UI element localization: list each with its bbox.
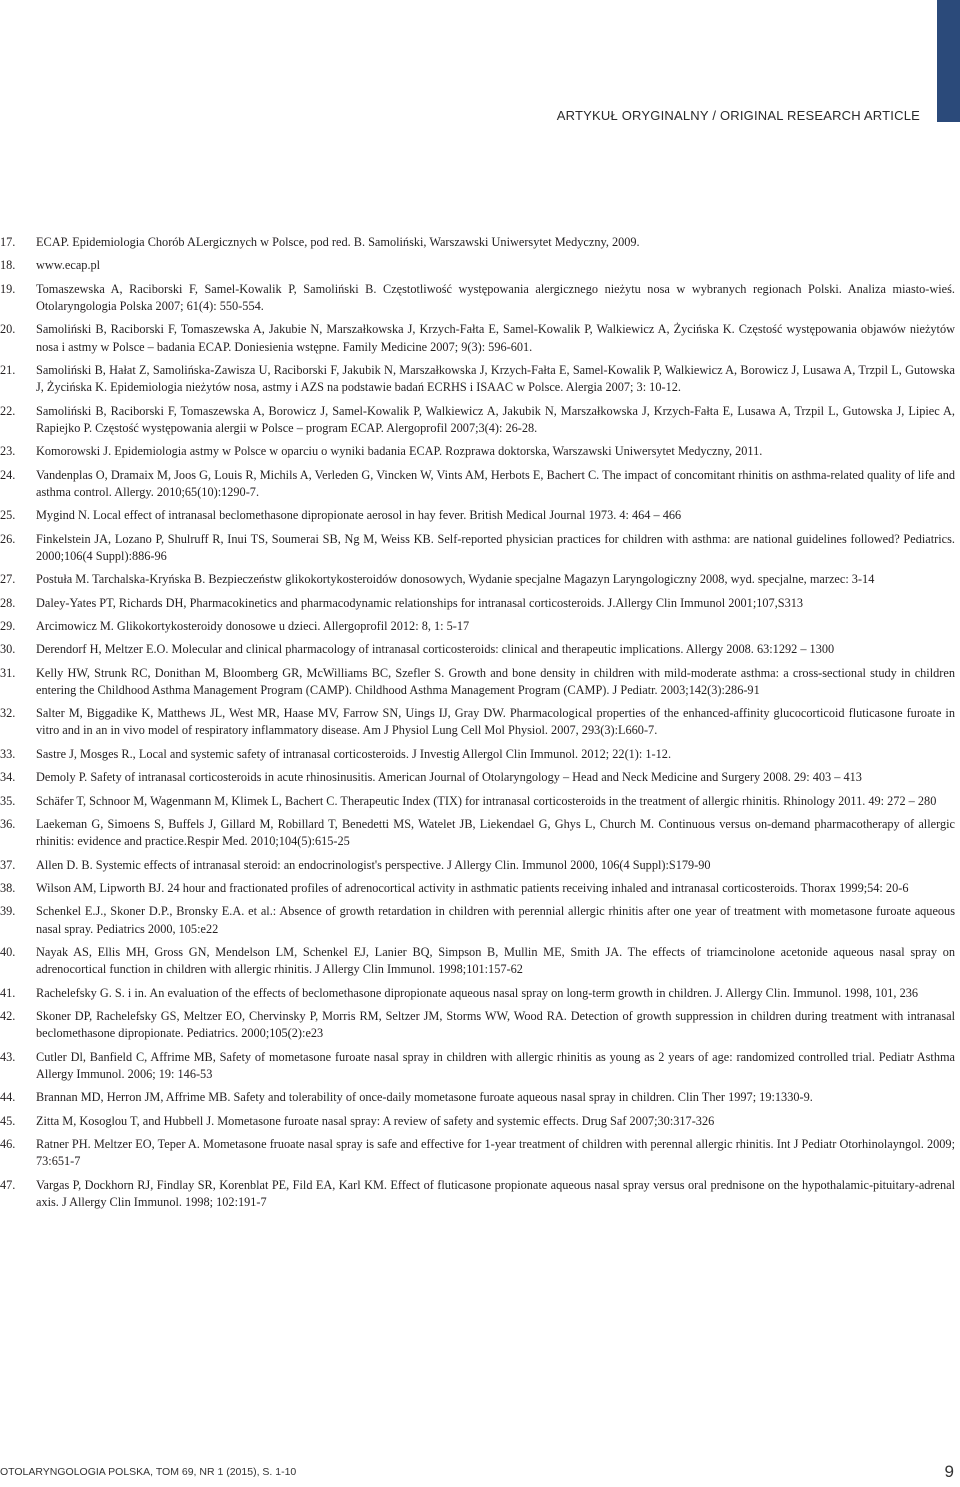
reference-item	[0, 985, 960, 1002]
reference-number: 38.	[0, 881, 16, 896]
reference-number: 36.	[0, 817, 16, 832]
reference-number: 27.	[0, 572, 16, 587]
reference-number: 20.	[0, 322, 16, 337]
reference-number: 17.	[0, 235, 16, 249]
reference-text: Vandenplas O, Dramaix M, Joos G, Louis R, Michils A, Verleden G, Vincken W, Vints AM, Herbots E, Bachert C. The impact of concomitant rhinitis on asthma-related quality of life and asthma control. Allergy. 2010;65(10):1290-7.	[36, 467, 955, 499]
reference-item	[0, 1089, 960, 1106]
reference-text: Skoner DP, Rachelefsky GS, Meltzer EO, Chervinsky P, Morris RM, Seltzer JM, Storms WW, Wood RA. Detection of growth suppression in children during treatment with intranasal beclomethasone dipropionate. Pediatrics. 2000;105(2):e23	[36, 1009, 955, 1041]
reference-item	[0, 769, 960, 786]
reference-number: 37.	[0, 857, 16, 872]
reference-text: Laekeman G, Simoens S, Buffels J, Gillard M, Robillard T, Benedetti MS, Watelet JB, Liekendael G, Ghys L, Church M. Continuous versus on-demand pharmacotherapy of allergic rhinitis: evidence and practice.Respir Med. 2010;104(5):615-25	[36, 817, 955, 849]
reference-item	[0, 816, 960, 850]
reference-item	[0, 746, 960, 763]
reference-text: Samoliński B, Hałat Z, Samolińska-Zawisza U, Raciborski F, Jakubik N, Marszałkowska J, Krzych-Fałta E, Samel-Kowalik P, Walkiewicz A, Borowicz J, Lusawa A, Trzpil L, Gutowska J, Życińska K. Epidemiologia nieżytów nosa, astmy i AZS na podstawie badań ECRHS i ISAAC w Polsce. Alergia 2007; 3: 10-12.	[36, 362, 955, 395]
reference-text: Wilson AM, Lipworth BJ. 24 hour and fractionated profiles of adrenocortical activity in asthmatic patients receiving inhaled and intranasal corticosteroids. Thorax 1999;54: 20-6	[36, 881, 909, 896]
reference-item	[0, 903, 960, 937]
reference-item	[0, 618, 960, 635]
reference-item	[0, 234, 960, 251]
page-number: 9	[944, 1462, 954, 1481]
reference-number: 40.	[0, 945, 16, 960]
reference-item	[0, 403, 960, 437]
reference-item	[0, 571, 960, 588]
reference-number: 19.	[0, 281, 16, 296]
reference-item	[0, 793, 960, 810]
reference-number: 42.	[0, 1009, 16, 1023]
reference-item	[0, 705, 960, 739]
reference-text: Derendorf H, Meltzer E.O. Molecular and clinical pharmacology of intranasal corticosteroids: clinical and therapeutic implications. Allergy 2008. 63:1292 – 1300	[36, 642, 835, 657]
reference-number: 39.	[0, 904, 16, 919]
reference-item	[0, 362, 960, 396]
reference-item	[0, 467, 960, 501]
reference-number: 35.	[0, 793, 16, 808]
reference-number: 22.	[0, 403, 16, 418]
reference-item	[0, 1008, 960, 1042]
reference-text: Tomaszewska A, Raciborski F, Samel-Kowalik P, Samoliński B. Częstotliwość występowania alergicznego nieżytu nosa w wybranych regionach Polski. Analiza miasto-wieś. Otolaryngologia Polska 2007; 61(4): 550-554.	[36, 281, 955, 313]
reference-number: 21.	[0, 362, 16, 377]
reference-text: Brannan MD, Herron JM, Affrime MB. Safety and tolerability of once-daily mometasone furoate aqueous nasal spray in children. Clin Ther 1997; 19:1330-9.	[36, 1090, 813, 1105]
reference-number: 32.	[0, 706, 16, 721]
reference-number: 34.	[0, 770, 16, 785]
reference-item	[0, 665, 960, 699]
reference-number: 45.	[0, 1113, 16, 1128]
reference-item	[0, 281, 960, 315]
corner-accent-bar	[937, 0, 960, 122]
reference-number: 24.	[0, 467, 16, 482]
reference-number: 41.	[0, 985, 16, 1000]
reference-item	[0, 443, 960, 460]
reference-item	[0, 1049, 960, 1083]
reference-text: Nayak AS, Ellis MH, Gross GN, Mendelson LM, Schenkel EJ, Lanier BQ, Simpson B, Mullin ME, Smith JA. The effects of triamcinolone acetonide aqueous nasal spray on adrenocortical function in children with allergic rhinitis. J Allergy Clin Immunol. 1998;101:157-62	[36, 945, 955, 977]
reference-text: Zitta M, Kosoglou T, and Hubbell J. Mometasone furoate nasal spray: A review of safety and systemic effects. Drug Saf 2007;30:317-326	[36, 1113, 715, 1128]
reference-text: Ratner PH. Meltzer EO, Teper A. Mometasone fruoate nasal spray is safe and effective for 1-year treatment of children with perennal allergic rhinitis. Int J Pediatr Otorhinolayngol. 2009; 73:651-7	[36, 1136, 955, 1169]
reference-item	[0, 321, 960, 355]
reference-text: Daley-Yates PT, Richards DH, Pharmacokinetics and pharmacodynamic relationships for intranasal corticosteroids. J.Allergy Clin Immunol 2001;107,S313	[36, 595, 804, 610]
reference-text: Arcimowicz M. Glikokortykosteroidy donosowe u dzieci. Allergoprofil 2012: 8, 1: 5-17	[36, 618, 470, 633]
reference-text: ECAP. Epidemiologia Chorób ALergicznych w Polsce, pod red. B. Samoliński, Warszawski Uniwersytet Medyczny, 2009.	[36, 235, 640, 249]
reference-number: 29.	[0, 618, 16, 633]
reference-number: 26.	[0, 531, 16, 546]
reference-item	[0, 531, 960, 565]
reference-text: Schenkel E.J., Skoner D.P., Bronsky E.A. et al.: Absence of growth retardation in children with perennial allergic rhinitis after one year of treatment with mometasone furoate aqueous nasal spray. Pediatrics 2000, 105:e22	[36, 904, 955, 936]
reference-number: 18.	[0, 258, 16, 273]
reference-number: 46.	[0, 1136, 16, 1151]
reference-number: 44.	[0, 1090, 16, 1105]
reference-text: Schäfer T, Schnoor M, Wagenmann M, Klimek L, Bachert C. Therapeutic Index (TIX) for intranasal corticosteroids in the treatment of allergic rhinitis. Rhinology 2011. 49: 272 – 280	[36, 793, 937, 808]
reference-item	[0, 641, 960, 658]
reference-text: Samoliński B, Raciborski F, Tomaszewska A, Borowicz J, Samel-Kowalik P, Walkiewicz A, Jakubik N, Marszałkowska J, Krzych-Fałta E, Lusawa A, Trzpil L, Gutowska J, Lipiec A, Rapiejko P. Częstość występowania alergii w Polsce – program ECAP. Alergoprofil 2007;3(4): 26-28.	[36, 403, 955, 435]
reference-text: Komorowski J. Epidemiologia astmy w Polsce w oparciu o wyniki badania ECAP. Rozprawa doktorska, Warszawski Uniwersytet Medyczny, 2011.	[36, 444, 763, 459]
reference-number: 28.	[0, 595, 16, 610]
reference-item	[0, 857, 960, 874]
reference-item	[0, 1136, 960, 1170]
reference-item	[0, 1177, 960, 1211]
reference-text: Samoliński B, Raciborski F, Tomaszewska A, Jakubie N, Marszałkowska J, Krzych-Fałta E, Samel-Kowalik P, Walkiewicz A, Życińska K. Częstość występowania objawów nieżytów nosa i astmy w Polsce – badania ECAP. Doniesienia wstępne. Family Medicine 2007; 9(3): 596-601.	[36, 322, 955, 354]
reference-text: Postuła M. Tarchalska-Kryńska B. Bezpieczeństw glikokortykosteroidów donosowych, Wydanie specjalne Magazyn Laryngologiczny 2008, wyd. specjalne, marzec: 3-14	[36, 572, 875, 587]
reference-number: 31.	[0, 665, 16, 680]
reference-item	[0, 1113, 960, 1130]
reference-item	[0, 880, 960, 897]
reference-item	[0, 257, 960, 274]
reference-text: Finkelstein JA, Lozano P, Shulruff R, Inui TS, Soumerai SB, Ng M, Weiss KB. Self-reported physician practices for children with asthma: are national guidelines followed? Pediatrics. 2000;106(4 Suppl):886-96	[36, 531, 955, 563]
reference-text: Vargas P, Dockhorn RJ, Findlay SR, Korenblat PE, Fild EA, Karl KM. Effect of fluticasone propionate aqueous nasal spray versus oral prednisone on the hypothalamic-pituitary-adrenal axis. J Allergy Clin Immunol. 1998; 102:191-7	[36, 1177, 955, 1209]
reference-text: Salter M, Biggadike K, Matthews JL, West MR, Haase MV, Farrow SN, Uings IJ, Gray DW. Pharmacological properties of the enhanced-affinity glucocorticoid fluticasone furoate in vitro and in an in vivo model of respiratory inflammatory disease. Am J Physiol Lung Cell Mol Physiol. 2007, 293(3):L660-7.	[36, 706, 955, 738]
reference-number: 33.	[0, 746, 16, 761]
journal-footer: OTOLARYNGOLOGIA POLSKA, TOM 69, NR 1 (2015), S. 1-10	[0, 1466, 297, 1478]
reference-text: Mygind N. Local effect of intranasal beclomethasone dipropionate aerosol in hay fever. British Medical Journal 1973. 4: 464 – 466	[36, 508, 682, 523]
reference-number: 30.	[0, 642, 16, 657]
reference-number: 47.	[0, 1177, 16, 1192]
section-header: ARTYKUŁ ORYGINALNY / ORIGINAL RESEARCH ARTICLE	[556, 108, 920, 123]
reference-item	[0, 595, 960, 612]
reference-text: Demoly P. Safety of intranasal corticosteroids in acute rhinosinusitis. American Journal of Otolaryngology – Head and Neck Medicine and Surgery 2008. 29: 403 – 413	[36, 770, 862, 785]
reference-number: 23.	[0, 444, 16, 459]
reference-item	[0, 507, 960, 524]
reference-text: Cutler Dl, Banfield C, Affrime MB, Safety of mometasone furoate nasal spray in children with allergic rhinitis as young as 2 years of age: randomized controlled trial. Pediatr Asthma Allergy Immunol. 2006; 19: 146-53	[36, 1049, 955, 1081]
reference-number: 43.	[0, 1049, 16, 1064]
reference-text: Kelly HW, Strunk RC, Donithan M, Bloomberg GR, McWilliams BC, Szefler S. Growth and bone density in children with mild-moderate asthma: a cross-sectional study in children entering the Childhood Asthma Management Program (CAMP). Childhood Asthma Management Program (CAMP). J Pediatr. 2003;142(3):286-91	[36, 665, 955, 697]
reference-item	[0, 944, 960, 978]
reference-text: Rachelefsky G. S. i in. An evaluation of the effects of beclomethasone dipropionate aqueous nasal spray on long-term growth in children. J. Allergy Clin. Immunol. 1998, 101, 236	[36, 985, 919, 1000]
reference-text: Sastre J, Mosges R., Local and systemic safety of intranasal corticosteroids. J Investig Allergol Clin Immunol. 2012; 22(1): 1-12.	[36, 746, 672, 761]
reference-list	[0, 234, 960, 1217]
reference-number: 25.	[0, 508, 16, 523]
reference-text: www.ecap.pl	[36, 258, 101, 273]
reference-text: Allen D. B. Systemic effects of intranasal steroid: an endocrinologist's perspective. J Allergy Clin. Immunol 2000, 106(4 Suppl):S179-90	[36, 857, 711, 872]
